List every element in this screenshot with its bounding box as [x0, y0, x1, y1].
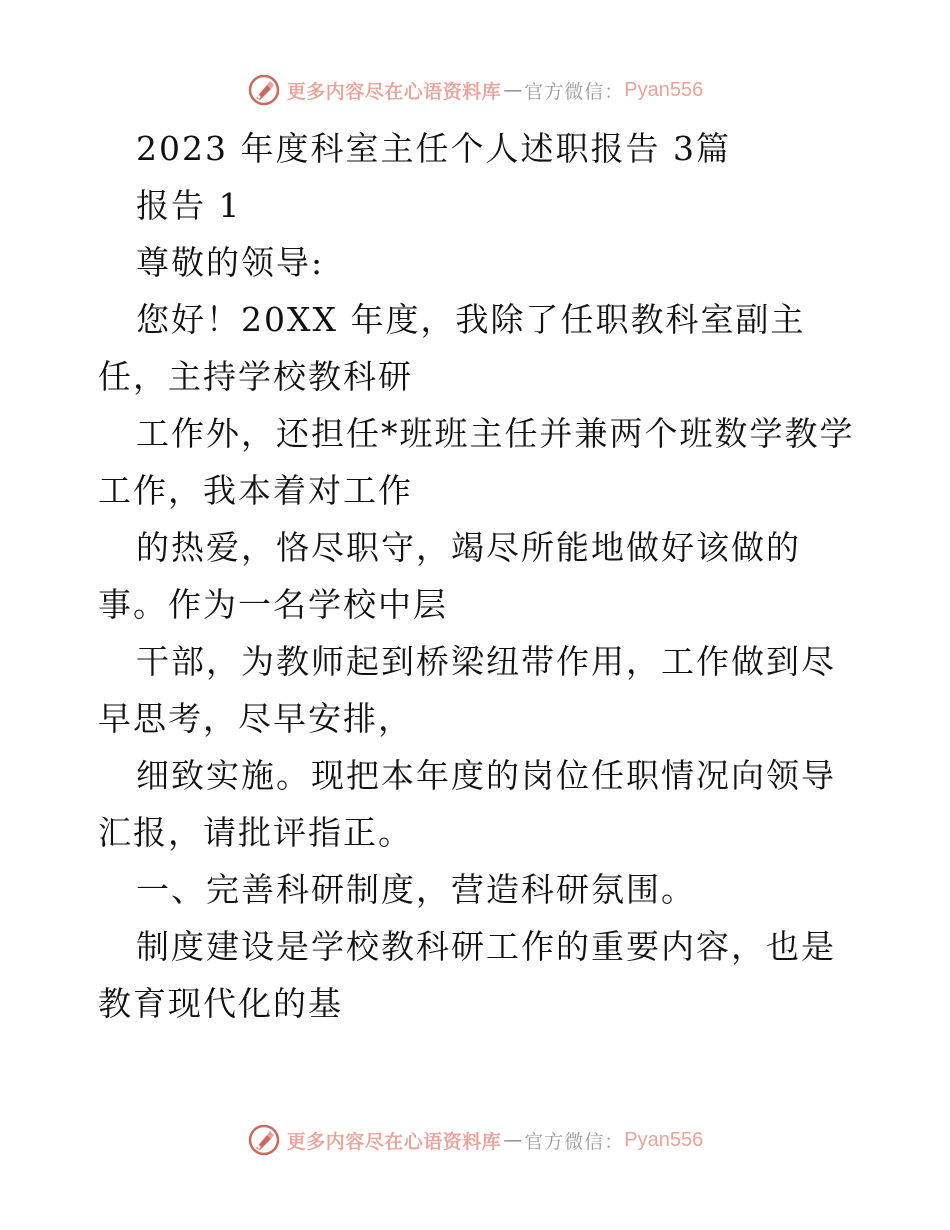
watermark-wechat-label: 官方微信： — [524, 80, 625, 103]
watermark-wechat-id: Pyan556 — [624, 78, 704, 101]
watermark-wechat-label: 官方微信： — [524, 1130, 625, 1153]
watermark-site-text: 更多内容尽在心语资料库 — [286, 1130, 502, 1153]
pen-nib-logo-icon — [247, 1123, 281, 1157]
pen-nib-logo-icon — [247, 73, 281, 107]
report-label: 报告 1 — [136, 186, 242, 225]
watermark-dash: — — [503, 1129, 523, 1151]
paragraph: 制度建设是学校教科研工作的重要内容，也是教育现代化的基 — [98, 927, 836, 1023]
salutation: 尊敬的领导: — [136, 243, 325, 282]
watermark-dash: — — [503, 79, 523, 101]
document-body — [98, 120, 858, 1032]
document-title: 2023 年度科室主任个人述职报告 3篇 — [136, 129, 731, 168]
section-heading: 一、完善科研制度，营造科研氛围。 — [136, 870, 696, 909]
paragraph: 的热爱，恪尽职守，竭尽所能地做好该做的事。作为一名学校中层 — [98, 528, 801, 624]
watermark-wechat-id: Pyan556 — [624, 1128, 704, 1151]
paragraph: 细致实施。现把本年度的岗位任职情况向领导汇报，请批评指正。 — [98, 756, 836, 852]
footer-watermark — [0, 1120, 950, 1160]
watermark-site-text: 更多内容尽在心语资料库 — [286, 80, 502, 103]
header-watermark — [0, 70, 950, 110]
paragraph: 您好！20XX 年度，我除了任职教科室副主任，主持学校教科研 — [98, 300, 806, 396]
paragraph: 工作外，还担任*班班主任并兼两个班数学教学工作，我本着对工作 — [98, 414, 855, 510]
paragraph: 干部，为教师起到桥梁纽带作用，工作做到尽早思考，尽早安排， — [98, 642, 836, 738]
